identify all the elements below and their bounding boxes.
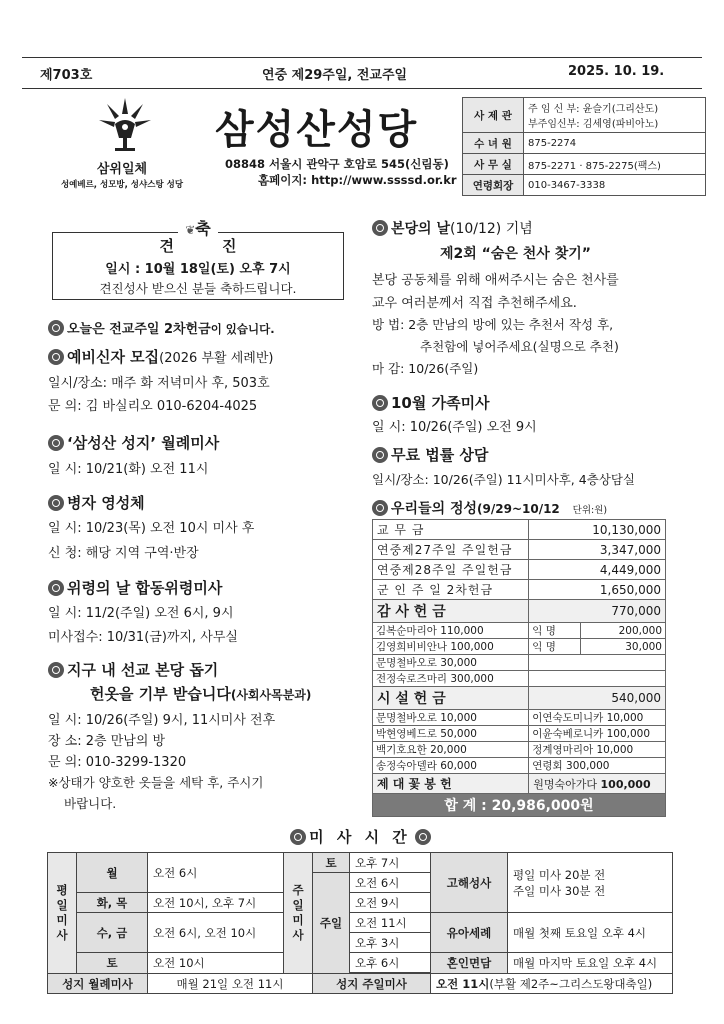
parish-day-heading: 본당의 날(10/12) 기념: [372, 218, 533, 238]
memorial-mass-heading: 위령의 날 합동위령미사: [48, 577, 222, 598]
bullet-icon: [48, 495, 64, 511]
table-row: 제 대 꽃 봉 헌 원명숙아가다 100,000: [373, 774, 666, 794]
bullet-icon: [372, 395, 388, 411]
shrine-mass-date: 일 시: 10/21(화) 오전 11시: [48, 462, 209, 477]
table-row: 연중제28주일 주일헌금 4,449,000: [373, 560, 666, 580]
parish-logo-icon: [95, 94, 155, 154]
table-row: 연중제27주일 주일헌금 3,347,000: [373, 540, 666, 560]
catechumen-contact: 문 의: 김 바실리오 010-6204-4025: [48, 399, 258, 414]
bullet-icon: [372, 500, 388, 516]
homepage-link[interactable]: http://www.ssssd.or.kr: [311, 173, 457, 187]
bullet-icon: [48, 349, 64, 365]
bullet-icon: [48, 320, 64, 336]
leaf-icon: ❦: [185, 223, 196, 237]
bullet-icon: [372, 220, 388, 236]
offerings-table: [372, 519, 666, 817]
memorial-mass-reception: 미사접수: 10/31(금)까지, 사무실: [48, 630, 238, 645]
contact-value: 010-3467-3338: [524, 175, 706, 196]
contact-key: 사 제 관: [463, 98, 524, 133]
confirmation-date: 일시 : 10월 18일(토) 오후 7시: [105, 262, 291, 277]
bullet-icon: [415, 829, 431, 845]
weekday-mass-label: 평일미사: [48, 853, 77, 974]
clothes-donation-heading: 지구 내 선교 본당 돕기: [48, 659, 218, 680]
table-row: 교 무 금 10,130,000: [373, 520, 666, 540]
table-row: 군 인 주 일 2차헌금 1,650,000: [373, 580, 666, 600]
contact-value: [524, 98, 706, 133]
table-row: 박현영베드로 50,000 이윤숙베로니카 100,000: [373, 726, 666, 742]
shrine-mass-heading: ‘삼성산 성지’ 월례미사: [48, 432, 219, 453]
top-rule: [22, 57, 702, 58]
bullet-icon: [48, 580, 64, 596]
clothes-donation-place: 장 소: 2층 만남의 방: [48, 734, 166, 749]
catechumen-heading: 예비신자 모집(2026 부활 세례반): [48, 346, 273, 367]
sick-communion-heading: 병자 영성체: [48, 492, 145, 513]
contact-key: 사 무 실: [463, 154, 524, 175]
memorial-mass-date: 일 시: 11/2(주일) 오전 6시, 9시: [48, 606, 234, 621]
bullet-icon: [290, 829, 306, 845]
parish-address: 08848 서울시 관악구 호암로 545(신림동): [225, 157, 449, 171]
offerings-total: 합 계 : 20,986,000원: [373, 794, 666, 817]
table-row: 김복순마리아 110,000 익 명 200,000: [373, 623, 666, 639]
parish-name: 삼성산성당: [215, 107, 419, 153]
parish-day-deadline: 마 감: 10/26(주일): [372, 361, 479, 376]
table-row: 문명철바오로 30,000: [373, 655, 666, 671]
table-row: 시 설 헌 금 540,000: [373, 687, 666, 710]
bullet-icon: [48, 662, 64, 678]
parish-day-text2: 교우 여러분께서 직접 추천해주세요.: [372, 296, 577, 311]
pastor: 주 임 신 부: 윤슬기(그리산도): [528, 104, 659, 115]
contact-table: [462, 97, 706, 196]
celebration-badge: ❦축: [178, 216, 218, 240]
table-row: 백기호요한 20,000 정계영마리아 10,000: [373, 742, 666, 758]
parish-motto: 삼위일체: [96, 162, 148, 177]
confirmation-message: 견진성사 받으신 분들 축하드립니다.: [99, 281, 297, 296]
parish-saints: 성예베르, 성모방, 성샤스탕 성당: [60, 180, 184, 190]
mass-times-table: 평일미사 월 오전 6시 주일미사 토 오후 7시 고해성사 평일 미사 20분 전 주일 미사 30분 전 주일 오전 6시 화, 목 오전 10시, 오후 7시 오전 9시 오전 11시 유아세례 매월 첫째 토요일 오후 4시 수, 금 오전 6시, 오전 10시 오후 3시 토 오전 10시 오후 6시 혼인면담 매월 마지막 토요일 오후 4시 성지 월례미사 매월 21일 오전 11시 성지 주일미사 오전 11시(부활 제2주~그리스도왕대축일): [47, 852, 673, 994]
table-row: 감 사 헌 금 770,000: [373, 600, 666, 623]
confirmation-title: 견진: [159, 237, 285, 255]
table-row: 김영희비비안나 100,000 익 명 30,000: [373, 639, 666, 655]
assistant-pastor: 부주임신부: 김세영(파비아노): [528, 119, 659, 130]
bullet-icon: [372, 447, 388, 463]
table-row: 송정숙아델라 60,000 연령회 300,000: [373, 758, 666, 774]
sunday-mass-label: 주일미사: [284, 853, 313, 974]
homepage-line: [258, 172, 457, 188]
clothes-donation-contact: 문 의: 010-3299-1320: [48, 755, 187, 770]
offerings-heading: 우리들의 정성(9/29~10/12 단위:원): [372, 498, 607, 518]
second-collection-notice: 오늘은 전교주일 2차헌금이 있습니다.: [48, 318, 275, 337]
liturgical-day: 연중 제29주일, 전교주일: [262, 68, 408, 83]
contact-value: 875-2274: [524, 133, 706, 154]
issue-date: 2025. 10. 19.: [568, 64, 665, 79]
family-mass-heading: 10월 가족미사: [372, 392, 490, 413]
parish-day-method: 방 법: 2층 만남의 방에 있는 추천서 작성 후,: [372, 317, 614, 332]
clothes-donation-note: ※상태가 양호한 옷들을 세탁 후, 주시기: [48, 775, 264, 790]
sick-communion-date: 일 시: 10/23(목) 오전 10시 미사 후: [48, 521, 255, 536]
clothes-donation-date: 일 시: 10/26(주일) 9시, 11시미사 전후: [48, 713, 276, 728]
parish-day-text1: 본당 공동체를 위해 애써주시는 숨은 천사를: [372, 273, 619, 288]
contact-value: 875-2271 · 875-2275(팩스): [524, 154, 706, 175]
clothes-donation-subheading: 헌옷을 기부 받습니다(사회사목분과): [90, 685, 312, 703]
catechumen-schedule: 일시/장소: 매주 화 저녁미사 후, 503호: [48, 376, 270, 391]
table-row: 전정숙로즈마리 300,000: [373, 671, 666, 687]
contact-key: 수 녀 원: [463, 133, 524, 154]
table-row: 문명철바오로 10,000 이연숙도미니카 10,000: [373, 710, 666, 726]
contact-key: 연령회장: [463, 175, 524, 196]
family-mass-date: 일 시: 10/26(주일) 오전 9시: [372, 420, 537, 435]
bullet-icon: [48, 435, 64, 451]
legal-consult-schedule: 일시/장소: 10/26(주일) 11시미사후, 4층상담실: [372, 472, 636, 487]
issue-number: 제703호: [40, 68, 93, 83]
header-rule: [22, 88, 702, 89]
homepage-label: 홈페이지:: [258, 173, 308, 187]
parish-day-subtitle: 제2회 “숨은 천사 찾기”: [440, 246, 591, 262]
mass-times-heading: 미 사 시 간: [0, 826, 724, 847]
legal-consult-heading: 무료 법률 상담: [372, 444, 488, 465]
clothes-donation-note-cont: 바랍니다.: [64, 796, 117, 811]
sick-communion-apply: 신 청: 해당 지역 구역·반장: [48, 546, 199, 561]
parish-day-method-cont: 추천함에 넣어주세요(실명으로 추천): [420, 339, 619, 354]
table-row: [373, 794, 666, 817]
